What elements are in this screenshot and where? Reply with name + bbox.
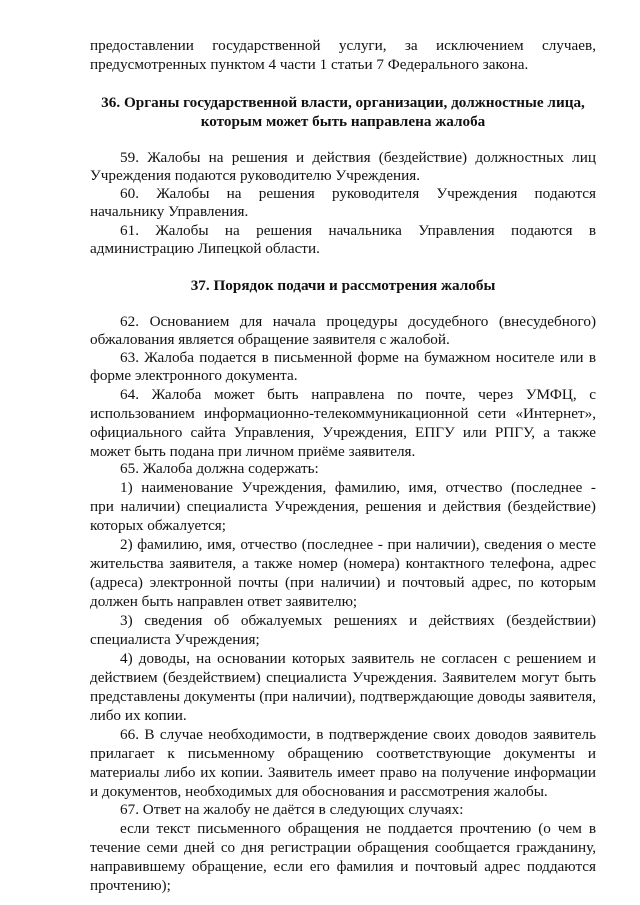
paragraph-64-line-3: официального сайта Управления, Учреждения, ЕПГУ или РПГУ, а также [90, 424, 596, 441]
paragraph-64-line-4: может быть подана при личном приёме заявителя. [90, 443, 416, 460]
paragraph-64-line-2: использованием информационно-телекоммуникационной сети «Интернет», [90, 405, 596, 422]
item-4-line-1: 4) доводы, на основании которых заявитель не согласен с решением и [120, 650, 596, 667]
paragraph-60-line-1: 60. Жалобы на решения руководителя Учреждения подаются [120, 185, 596, 202]
intro-line-1: предоставлении государственной услуги, за исключением случаев, [90, 37, 596, 54]
case-1-line-4: прочтению); [90, 877, 171, 894]
paragraph-63-line-2: форме электронного документа. [90, 367, 298, 384]
paragraph-62-line-2: обжалования является обращение заявителя с жалобой. [90, 331, 450, 348]
paragraph-63-line-1: 63. Жалоба подается в письменной форме на бумажном носителе или в [120, 349, 596, 366]
intro-line-2: предусмотренных пунктом 4 части 1 статьи 7 Федерального закона. [90, 56, 529, 73]
paragraph-59-line-2: Учреждения подаются руководителю Учреждения. [90, 167, 421, 184]
paragraph-65: 65. Жалоба должна содержать: [120, 460, 319, 477]
case-1-line-1: если текст письменного обращения не поддается прочтению (о чем в [120, 820, 596, 837]
paragraph-60-line-2: начальнику Управления. [90, 203, 249, 220]
item-1-line-3: которых обжалуется; [90, 517, 227, 534]
item-2-line-2: жительства заявителя, а также номер (номера) контактного телефона, адрес [90, 555, 596, 572]
item-1-line-1: 1) наименование Учреждения, фамилию, имя, отчество (последнее - [120, 479, 596, 496]
paragraph-66-line-4: и документов, необходимых для обоснования и рассмотрения жалобы. [90, 783, 548, 800]
section-36-heading-line-1: 36. Органы государственной власти, организации, должностные лица, [101, 94, 585, 111]
item-4-line-2: действием (бездействием) специалиста Учреждения. Заявителем могут быть [90, 669, 596, 686]
case-1-line-3: направившему обращение, если его фамилия и почтовый адрес поддаются [90, 858, 596, 875]
item-2-line-4: должен быть направлен ответ заявителю; [90, 593, 358, 610]
item-2-line-1: 2) фамилию, имя, отчество (последнее - при наличии), сведения о месте [120, 536, 596, 553]
item-1-line-2: при наличии) специалиста Учреждения, решения и действия (бездействие) [90, 498, 596, 515]
section-36-heading-line-2: которым может быть направлена жалоба [200, 113, 486, 130]
section-37-heading: 37. Порядок подачи и рассмотрения жалобы [190, 277, 496, 294]
paragraph-66-line-3: материалы либо их копии. Заявитель имеет право на получение информации [90, 764, 596, 781]
item-3-line-1: 3) сведения об обжалуемых решениях и действиях (бездействии) [120, 612, 596, 629]
paragraph-62-line-1: 62. Основанием для начала процедуры досудебного (внесудебного) [120, 313, 596, 330]
paragraph-66-line-2: прилагает к письменному обращению соответствующие документы и [90, 745, 596, 762]
paragraph-61-line-1: 61. Жалобы на решения начальника Управления подаются в [120, 222, 596, 239]
item-4-line-4: либо их копии. [90, 707, 187, 724]
paragraph-61-line-2: администрацию Липецкой области. [90, 240, 320, 257]
case-1-line-2: течение семи дней со дня регистрации обращения сообщается гражданину, [90, 839, 596, 856]
paragraph-66-line-1: 66. В случае необходимости, в подтверждение своих доводов заявитель [120, 726, 596, 743]
item-3-line-2: специалиста Учреждения; [90, 631, 260, 648]
paragraph-64-line-1: 64. Жалоба может быть направлена по почте, через УМФЦ, с [120, 386, 596, 403]
item-4-line-3: представлены документы (при наличии), подтверждающие доводы заявителя, [90, 688, 596, 705]
item-2-line-3: (адреса) электронной почты (при наличии) и почтовый адрес, по которым [90, 574, 596, 591]
paragraph-59-line-1: 59. Жалобы на решения и действия (бездействие) должностных лиц [120, 149, 596, 166]
paragraph-67: 67. Ответ на жалобу не даётся в следующих случаях: [120, 801, 464, 818]
